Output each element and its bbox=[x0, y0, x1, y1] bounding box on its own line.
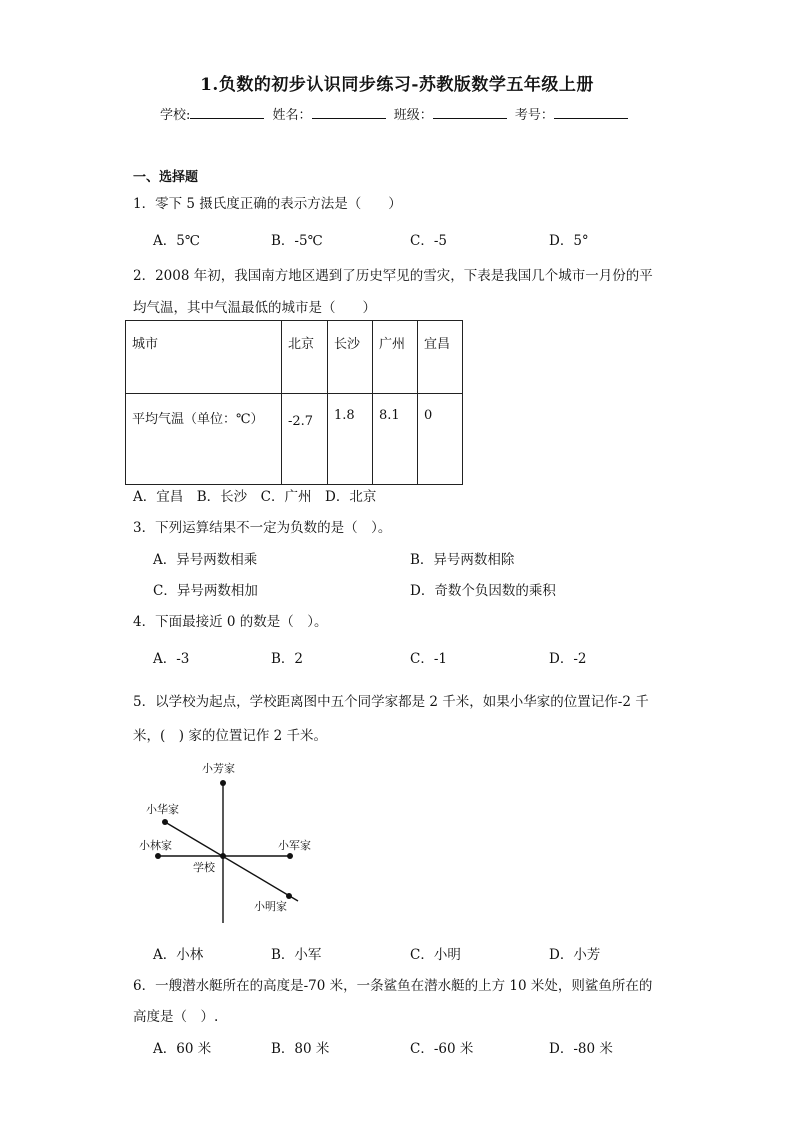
table-cell: 北京 bbox=[282, 321, 328, 394]
q3-option-a[interactable]: A．异号两数相乘 bbox=[153, 552, 258, 568]
q5-stem-line2: 米，( ) 家的位置记作 2 千米。 bbox=[133, 728, 327, 744]
q4-option-b[interactable]: B．2 bbox=[271, 651, 304, 667]
table-cell: 长沙 bbox=[328, 321, 373, 394]
class-blank[interactable] bbox=[433, 106, 507, 119]
q2-stem-line2: 均气温，其中气温最低的城市是（ ） bbox=[133, 300, 376, 316]
q5-option-a[interactable]: A．小林 bbox=[153, 947, 204, 963]
school-label: 学校: bbox=[160, 108, 191, 123]
student-info-line bbox=[160, 104, 632, 123]
number-blank[interactable] bbox=[554, 106, 628, 119]
school-blank[interactable] bbox=[190, 106, 264, 119]
table-row bbox=[126, 394, 463, 485]
diagonal-axis bbox=[165, 822, 298, 901]
table-cell: -2.7 bbox=[282, 394, 328, 485]
q6-option-c[interactable]: C．-60 米 bbox=[410, 1041, 474, 1057]
xiaojun-home-point bbox=[287, 853, 293, 859]
table-cell: 8.1 bbox=[373, 394, 418, 485]
table-cell: 平均气温（单位：℃） bbox=[126, 394, 282, 485]
q2-stem-line1: 2．2008 年初，我国南方地区遇到了历史罕见的雪灾，下表是我国几个城市一月份的平 bbox=[133, 268, 653, 284]
q1-stem: 1．零下 5 摄氏度正确的表示方法是（ ） bbox=[133, 196, 402, 212]
q6-stem-line1: 6．一艘潜水艇所在的高度是-70 米，一条鲨鱼在潜水艇的上方 10 米处，则鲨鱼所在的 bbox=[133, 978, 653, 994]
label-school: 学校 bbox=[193, 861, 215, 874]
xiaofang-home-point bbox=[220, 780, 226, 786]
q2-options[interactable]: A．宜昌 B．长沙 C．广州 D．北京 bbox=[133, 489, 377, 505]
q5-option-d[interactable]: D．小芳 bbox=[549, 947, 601, 963]
q4-option-c[interactable]: C．-1 bbox=[410, 651, 447, 667]
q1-option-b[interactable]: B．-5℃ bbox=[271, 233, 323, 249]
q4-option-a[interactable]: A．-3 bbox=[153, 651, 190, 667]
q6-option-b[interactable]: B．80 米 bbox=[271, 1041, 330, 1057]
q6-option-d[interactable]: D．-80 米 bbox=[549, 1041, 613, 1057]
number-label: 考号： bbox=[514, 108, 554, 123]
q5-option-b[interactable]: B．小军 bbox=[271, 947, 322, 963]
label-xiaofang: 小芳家 bbox=[202, 762, 235, 775]
label-xiaolin: 小林家 bbox=[139, 839, 172, 852]
q5-option-c[interactable]: C．小明 bbox=[410, 947, 461, 963]
q1-option-a[interactable]: A．5℃ bbox=[153, 233, 200, 249]
name-blank[interactable] bbox=[312, 106, 386, 119]
xiaoming-home-point bbox=[286, 893, 292, 899]
table-header-row bbox=[126, 321, 463, 394]
school-point bbox=[220, 853, 226, 859]
school-location-diagram bbox=[130, 755, 330, 930]
label-xiaoming: 小明家 bbox=[254, 900, 287, 913]
table-cell: 宜昌 bbox=[418, 321, 463, 394]
q4-stem: 4．下面最接近 0 的数是（ ）。 bbox=[133, 614, 328, 630]
q3-option-c[interactable]: C．异号两数相加 bbox=[153, 583, 258, 599]
q6-stem-line2: 高度是（ ）. bbox=[133, 1009, 219, 1025]
table-cell: 1.8 bbox=[328, 394, 373, 485]
xiaolin-home-point bbox=[155, 853, 161, 859]
table-cell: 广州 bbox=[373, 321, 418, 394]
class-label: 班级： bbox=[393, 108, 433, 123]
page-title: 1.负数的初步认识同步练习-苏教版数学五年级上册 bbox=[200, 75, 594, 95]
table-cell: 0 bbox=[418, 394, 463, 485]
section-heading: 一、选择题 bbox=[133, 170, 199, 185]
q4-option-d[interactable]: D．-2 bbox=[549, 651, 587, 667]
name-label: 姓名： bbox=[272, 108, 312, 123]
label-xiaojun: 小军家 bbox=[278, 839, 311, 852]
q1-option-c[interactable]: C．-5 bbox=[410, 233, 447, 249]
q3-stem: 3．下列运算结果不一定为负数的是（ ）。 bbox=[133, 520, 392, 536]
q3-option-b[interactable]: B．异号两数相除 bbox=[410, 552, 515, 568]
q3-option-d[interactable]: D．奇数个负因数的乘积 bbox=[410, 583, 556, 599]
table-cell: 城市 bbox=[126, 321, 282, 394]
temperature-table bbox=[125, 320, 463, 485]
q6-option-a[interactable]: A．60 米 bbox=[153, 1041, 212, 1057]
label-xiaohua: 小华家 bbox=[146, 803, 179, 816]
q5-stem-line1: 5．以学校为起点，学校距离图中五个同学家都是 2 千米，如果小华家的位置记作-2 千 bbox=[133, 694, 649, 710]
xiaohua-home-point bbox=[162, 819, 168, 825]
q1-option-d[interactable]: D．5° bbox=[549, 233, 589, 249]
